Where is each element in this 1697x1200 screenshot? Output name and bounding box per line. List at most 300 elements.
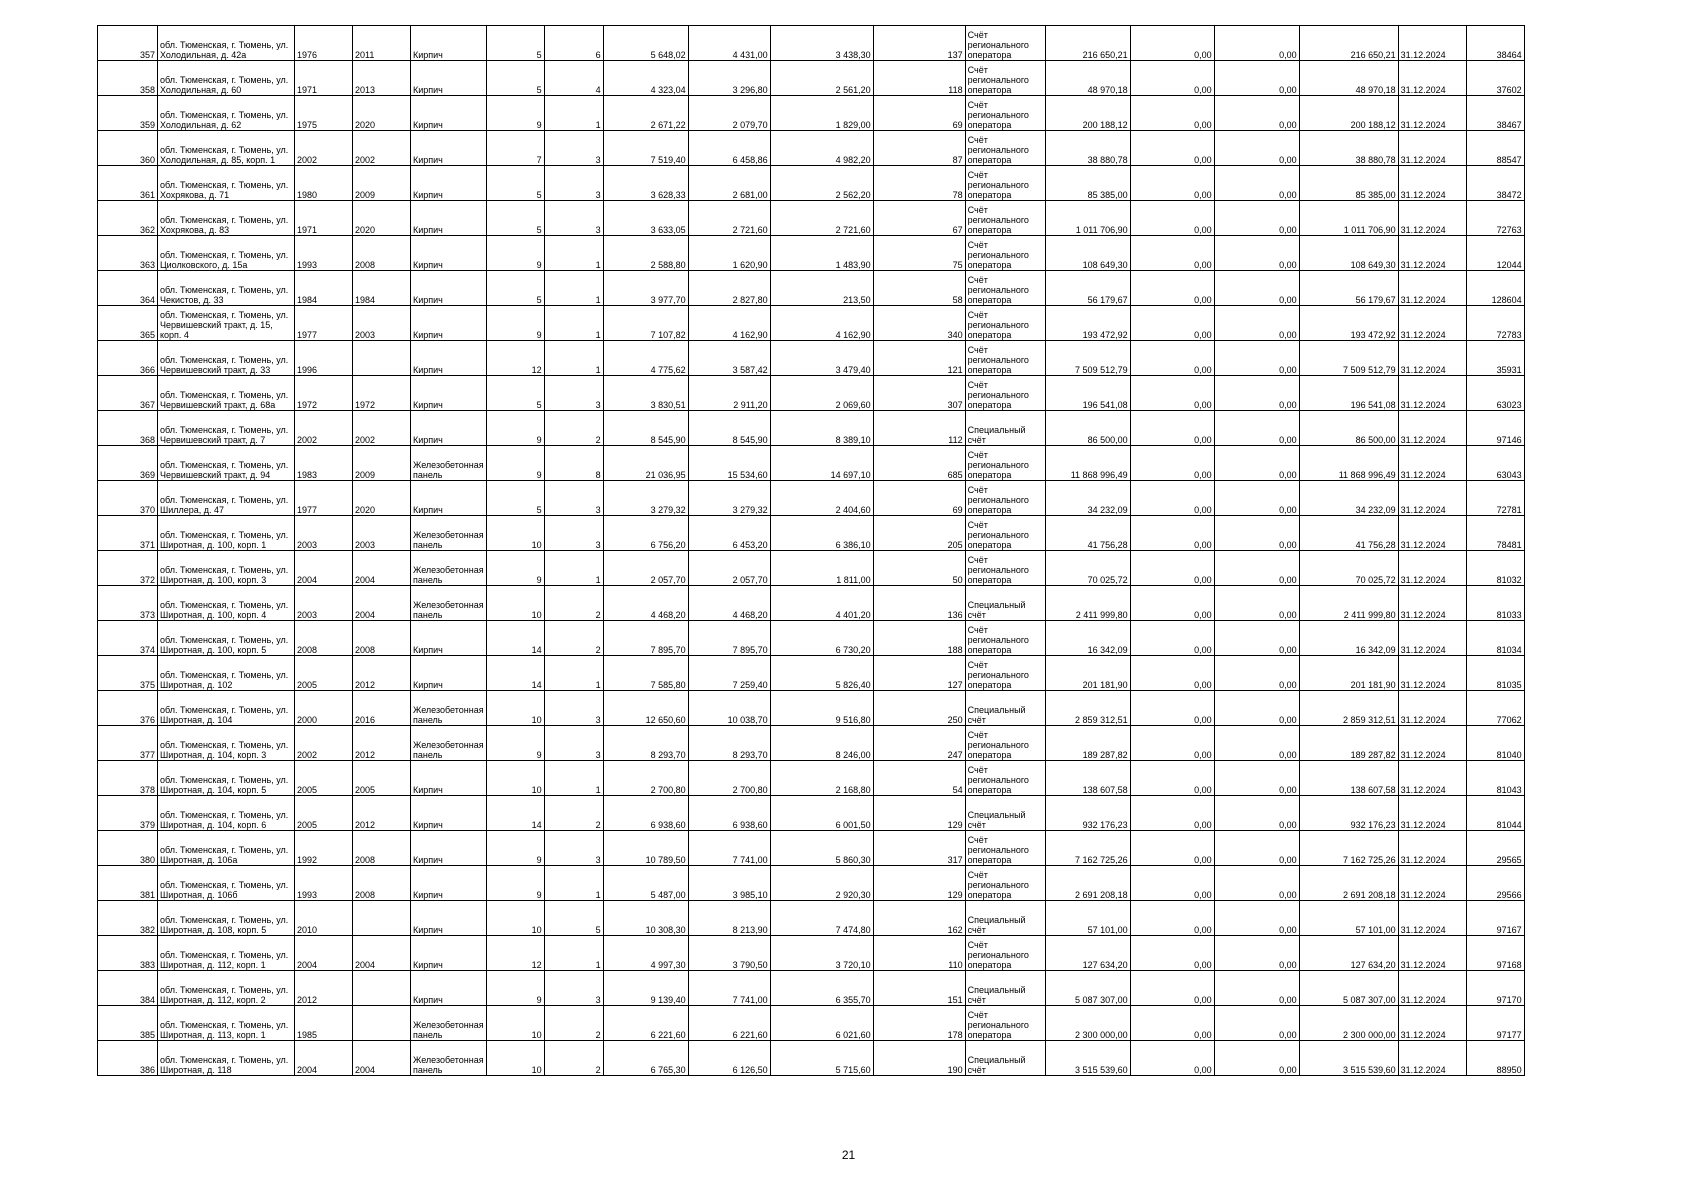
fund-account-cell: Счёт регионального оператора — [965, 621, 1045, 656]
residents-cell: 127 — [873, 656, 965, 691]
table-row — [98, 96, 1525, 131]
spent-cell: 0,00 — [1214, 446, 1299, 481]
table-row — [98, 131, 1525, 166]
balance-cell: 193 472,92 — [1045, 306, 1130, 341]
floors-cell: 9 — [486, 831, 544, 866]
report-date-cell: 31.12.2024 — [1398, 446, 1466, 481]
entrances-cell: 2 — [544, 411, 603, 446]
report-date-cell: 31.12.2024 — [1398, 271, 1466, 306]
total-area-cell: 3 830,51 — [603, 376, 688, 411]
remainder-cell: 200 188,12 — [1299, 96, 1398, 131]
year-built-cell: 1985 — [295, 1006, 353, 1041]
wall-material-cell: Кирпич — [411, 901, 487, 936]
residents-cell: 317 — [873, 831, 965, 866]
entrances-cell: 1 — [544, 341, 603, 376]
house-code-cell: 81032 — [1466, 551, 1524, 586]
wall-material-cell: Железобетонная панель — [411, 586, 487, 621]
residents-cell: 247 — [873, 726, 965, 761]
balance-cell: 57 101,00 — [1045, 901, 1130, 936]
debt-cell: 0,00 — [1130, 831, 1214, 866]
fund-account-cell: Специальный счёт — [965, 971, 1045, 1006]
debt-cell: 0,00 — [1130, 866, 1214, 901]
row-number-cell: 376 — [98, 691, 158, 726]
year-built-cell: 1975 — [295, 96, 353, 131]
residents-cell: 685 — [873, 446, 965, 481]
entrances-cell: 3 — [544, 166, 603, 201]
address-cell: обл. Тюменская, г. Тюмень, ул. Холодильная, д. 42а — [158, 26, 295, 61]
year-built-cell: 2012 — [295, 971, 353, 1006]
balance-cell: 56 179,67 — [1045, 271, 1130, 306]
spent-cell: 0,00 — [1214, 481, 1299, 516]
residents-cell: 75 — [873, 236, 965, 271]
residents-cell: 190 — [873, 1041, 965, 1076]
remainder-cell: 189 287,82 — [1299, 726, 1398, 761]
report-date-cell: 31.12.2024 — [1398, 481, 1466, 516]
table-row — [98, 306, 1525, 341]
total-area-cell: 7 107,82 — [603, 306, 688, 341]
debt-cell: 0,00 — [1130, 96, 1214, 131]
house-code-cell: 72783 — [1466, 306, 1524, 341]
row-number-cell: 374 — [98, 621, 158, 656]
floors-cell: 9 — [486, 866, 544, 901]
floors-cell: 12 — [486, 341, 544, 376]
report-date-cell: 31.12.2024 — [1398, 341, 1466, 376]
fund-account-cell: Счёт регионального оператора — [965, 236, 1045, 271]
table-row — [98, 61, 1525, 96]
fund-account-cell: Счёт регионального оператора — [965, 61, 1045, 96]
total-area-cell: 12 650,60 — [603, 691, 688, 726]
floors-cell: 10 — [486, 901, 544, 936]
private-area-cell: 5 826,40 — [770, 656, 873, 691]
living-area-cell: 2 721,60 — [688, 201, 770, 236]
row-number-cell: 386 — [98, 1041, 158, 1076]
total-area-cell: 6 756,20 — [603, 516, 688, 551]
total-area-cell: 4 775,62 — [603, 341, 688, 376]
report-date-cell: 31.12.2024 — [1398, 516, 1466, 551]
private-area-cell: 7 474,80 — [770, 901, 873, 936]
wall-material-cell: Кирпич — [411, 236, 487, 271]
private-area-cell: 1 829,00 — [770, 96, 873, 131]
year-built-cell: 2002 — [295, 726, 353, 761]
year-built-cell: 2005 — [295, 761, 353, 796]
entrances-cell: 3 — [544, 376, 603, 411]
year-renovated-cell: 2004 — [353, 1041, 411, 1076]
entrances-cell: 2 — [544, 1041, 603, 1076]
private-area-cell: 6 386,10 — [770, 516, 873, 551]
total-area-cell: 6 765,30 — [603, 1041, 688, 1076]
floors-cell: 10 — [486, 516, 544, 551]
living-area-cell: 6 458,86 — [688, 131, 770, 166]
year-built-cell: 1980 — [295, 166, 353, 201]
wall-material-cell: Кирпич — [411, 866, 487, 901]
spent-cell: 0,00 — [1214, 1006, 1299, 1041]
entrances-cell: 1 — [544, 306, 603, 341]
fund-account-cell: Счёт регионального оператора — [965, 656, 1045, 691]
row-number-cell: 369 — [98, 446, 158, 481]
fund-account-cell: Специальный счёт — [965, 796, 1045, 831]
private-area-cell: 2 721,60 — [770, 201, 873, 236]
year-built-cell: 1977 — [295, 306, 353, 341]
spent-cell: 0,00 — [1214, 551, 1299, 586]
total-area-cell: 3 977,70 — [603, 271, 688, 306]
row-number-cell: 372 — [98, 551, 158, 586]
spent-cell: 0,00 — [1214, 621, 1299, 656]
house-code-cell: 81040 — [1466, 726, 1524, 761]
debt-cell: 0,00 — [1130, 271, 1214, 306]
house-code-cell: 38464 — [1466, 26, 1524, 61]
debt-cell: 0,00 — [1130, 1041, 1214, 1076]
remainder-cell: 70 025,72 — [1299, 551, 1398, 586]
entrances-cell: 2 — [544, 621, 603, 656]
living-area-cell: 2 681,00 — [688, 166, 770, 201]
fund-account-cell: Счёт регионального оператора — [965, 96, 1045, 131]
spent-cell: 0,00 — [1214, 796, 1299, 831]
residents-cell: 69 — [873, 481, 965, 516]
report-date-cell: 31.12.2024 — [1398, 621, 1466, 656]
row-number-cell: 375 — [98, 656, 158, 691]
balance-cell: 200 188,12 — [1045, 96, 1130, 131]
year-built-cell: 1993 — [295, 866, 353, 901]
private-area-cell: 6 001,50 — [770, 796, 873, 831]
debt-cell: 0,00 — [1130, 376, 1214, 411]
address-cell: обл. Тюменская, г. Тюмень, ул. Червишевский тракт, д. 33 — [158, 341, 295, 376]
wall-material-cell: Кирпич — [411, 306, 487, 341]
year-renovated-cell: 2012 — [353, 796, 411, 831]
private-area-cell: 4 982,20 — [770, 131, 873, 166]
floors-cell: 9 — [486, 96, 544, 131]
floors-cell: 5 — [486, 376, 544, 411]
remainder-cell: 38 880,78 — [1299, 131, 1398, 166]
spent-cell: 0,00 — [1214, 96, 1299, 131]
report-date-cell: 31.12.2024 — [1398, 411, 1466, 446]
total-area-cell: 10 308,30 — [603, 901, 688, 936]
table-row — [98, 831, 1525, 866]
house-code-cell: 12044 — [1466, 236, 1524, 271]
debt-cell: 0,00 — [1130, 411, 1214, 446]
year-renovated-cell: 2020 — [353, 201, 411, 236]
total-area-cell: 2 700,80 — [603, 761, 688, 796]
total-area-cell: 9 139,40 — [603, 971, 688, 1006]
fund-account-cell: Счёт регионального оператора — [965, 166, 1045, 201]
house-code-cell: 38472 — [1466, 166, 1524, 201]
private-area-cell: 2 561,20 — [770, 61, 873, 96]
spent-cell: 0,00 — [1214, 831, 1299, 866]
year-renovated-cell: 1972 — [353, 376, 411, 411]
floors-cell: 14 — [486, 796, 544, 831]
fund-account-cell: Счёт регионального оператора — [965, 446, 1045, 481]
residents-cell: 110 — [873, 936, 965, 971]
housing-registry-table — [97, 25, 1525, 1076]
address-cell: обл. Тюменская, г. Тюмень, ул. Широтная, д. 104, корп. 6 — [158, 796, 295, 831]
floors-cell: 9 — [486, 726, 544, 761]
fund-account-cell: Счёт регионального оператора — [965, 376, 1045, 411]
year-renovated-cell: 2016 — [353, 691, 411, 726]
year-built-cell: 2002 — [295, 411, 353, 446]
debt-cell: 0,00 — [1130, 446, 1214, 481]
report-date-cell: 31.12.2024 — [1398, 551, 1466, 586]
year-renovated-cell: 2005 — [353, 761, 411, 796]
private-area-cell: 2 069,60 — [770, 376, 873, 411]
residents-cell: 205 — [873, 516, 965, 551]
year-renovated-cell: 2009 — [353, 446, 411, 481]
balance-cell: 41 756,28 — [1045, 516, 1130, 551]
private-area-cell: 3 720,10 — [770, 936, 873, 971]
spent-cell: 0,00 — [1214, 761, 1299, 796]
private-area-cell: 8 389,10 — [770, 411, 873, 446]
year-built-cell: 2010 — [295, 901, 353, 936]
private-area-cell: 2 404,60 — [770, 481, 873, 516]
debt-cell: 0,00 — [1130, 586, 1214, 621]
remainder-cell: 1 011 706,90 — [1299, 201, 1398, 236]
address-cell: обл. Тюменская, г. Тюмень, ул. Широтная, д. 106а — [158, 831, 295, 866]
year-renovated-cell: 2003 — [353, 516, 411, 551]
living-area-cell: 8 545,90 — [688, 411, 770, 446]
balance-cell: 201 181,90 — [1045, 656, 1130, 691]
year-renovated-cell: 2004 — [353, 936, 411, 971]
wall-material-cell: Железобетонная панель — [411, 1006, 487, 1041]
table-row — [98, 481, 1525, 516]
balance-cell: 189 287,82 — [1045, 726, 1130, 761]
house-code-cell: 88547 — [1466, 131, 1524, 166]
living-area-cell: 10 038,70 — [688, 691, 770, 726]
house-code-cell: 97168 — [1466, 936, 1524, 971]
row-number-cell: 361 — [98, 166, 158, 201]
private-area-cell: 4 162,90 — [770, 306, 873, 341]
living-area-cell: 2 827,80 — [688, 271, 770, 306]
entrances-cell: 3 — [544, 726, 603, 761]
fund-account-cell: Специальный счёт — [965, 1041, 1045, 1076]
total-area-cell: 21 036,95 — [603, 446, 688, 481]
floors-cell: 5 — [486, 201, 544, 236]
residents-cell: 54 — [873, 761, 965, 796]
total-area-cell: 5 487,00 — [603, 866, 688, 901]
balance-cell: 138 607,58 — [1045, 761, 1130, 796]
spent-cell: 0,00 — [1214, 516, 1299, 551]
year-renovated-cell: 1984 — [353, 271, 411, 306]
debt-cell: 0,00 — [1130, 166, 1214, 201]
year-renovated-cell — [353, 971, 411, 1006]
remainder-cell: 48 970,18 — [1299, 61, 1398, 96]
address-cell: обл. Тюменская, г. Тюмень, ул. Хохрякова, д. 83 — [158, 201, 295, 236]
wall-material-cell: Железобетонная панель — [411, 726, 487, 761]
remainder-cell: 56 179,67 — [1299, 271, 1398, 306]
entrances-cell: 1 — [544, 866, 603, 901]
living-area-cell: 4 468,20 — [688, 586, 770, 621]
residents-cell: 188 — [873, 621, 965, 656]
residents-cell: 69 — [873, 96, 965, 131]
year-built-cell: 2004 — [295, 1041, 353, 1076]
floors-cell: 5 — [486, 26, 544, 61]
living-area-cell: 7 741,00 — [688, 831, 770, 866]
remainder-cell: 85 385,00 — [1299, 166, 1398, 201]
balance-cell: 70 025,72 — [1045, 551, 1130, 586]
wall-material-cell: Кирпич — [411, 796, 487, 831]
entrances-cell: 5 — [544, 901, 603, 936]
total-area-cell: 2 588,80 — [603, 236, 688, 271]
address-cell: обл. Тюменская, г. Тюмень, ул. Широтная, д. 104, корп. 3 — [158, 726, 295, 761]
year-renovated-cell: 2002 — [353, 411, 411, 446]
balance-cell: 932 176,23 — [1045, 796, 1130, 831]
residents-cell: 151 — [873, 971, 965, 1006]
floors-cell: 7 — [486, 131, 544, 166]
table-row — [98, 796, 1525, 831]
residents-cell: 87 — [873, 131, 965, 166]
year-renovated-cell: 2004 — [353, 586, 411, 621]
total-area-cell: 7 519,40 — [603, 131, 688, 166]
residents-cell: 58 — [873, 271, 965, 306]
spent-cell: 0,00 — [1214, 901, 1299, 936]
report-date-cell: 31.12.2024 — [1398, 691, 1466, 726]
wall-material-cell: Кирпич — [411, 341, 487, 376]
private-area-cell: 14 697,10 — [770, 446, 873, 481]
house-code-cell: 97177 — [1466, 1006, 1524, 1041]
debt-cell: 0,00 — [1130, 691, 1214, 726]
table-row — [98, 586, 1525, 621]
living-area-cell: 8 213,90 — [688, 901, 770, 936]
fund-account-cell: Счёт регионального оператора — [965, 936, 1045, 971]
year-renovated-cell: 2008 — [353, 236, 411, 271]
remainder-cell: 3 515 539,60 — [1299, 1041, 1398, 1076]
spent-cell: 0,00 — [1214, 271, 1299, 306]
residents-cell: 121 — [873, 341, 965, 376]
total-area-cell: 3 633,05 — [603, 201, 688, 236]
spent-cell: 0,00 — [1214, 26, 1299, 61]
balance-cell: 48 970,18 — [1045, 61, 1130, 96]
year-built-cell: 1996 — [295, 341, 353, 376]
remainder-cell: 16 342,09 — [1299, 621, 1398, 656]
row-number-cell: 377 — [98, 726, 158, 761]
entrances-cell: 3 — [544, 516, 603, 551]
report-date-cell: 31.12.2024 — [1398, 61, 1466, 96]
spent-cell: 0,00 — [1214, 936, 1299, 971]
wall-material-cell: Кирпич — [411, 61, 487, 96]
entrances-cell: 1 — [544, 551, 603, 586]
debt-cell: 0,00 — [1130, 936, 1214, 971]
year-renovated-cell: 2020 — [353, 481, 411, 516]
year-renovated-cell: 2011 — [353, 26, 411, 61]
year-built-cell: 1976 — [295, 26, 353, 61]
year-renovated-cell: 2002 — [353, 131, 411, 166]
living-area-cell: 6 453,20 — [688, 516, 770, 551]
entrances-cell: 3 — [544, 201, 603, 236]
debt-cell: 0,00 — [1130, 1006, 1214, 1041]
year-renovated-cell: 2012 — [353, 726, 411, 761]
residents-cell: 67 — [873, 201, 965, 236]
year-built-cell: 2004 — [295, 936, 353, 971]
house-code-cell: 37602 — [1466, 61, 1524, 96]
table-row — [98, 901, 1525, 936]
fund-account-cell: Счёт регионального оператора — [965, 481, 1045, 516]
remainder-cell: 41 756,28 — [1299, 516, 1398, 551]
year-renovated-cell: 2008 — [353, 866, 411, 901]
remainder-cell: 2 300 000,00 — [1299, 1006, 1398, 1041]
total-area-cell: 7 895,70 — [603, 621, 688, 656]
remainder-cell: 127 634,20 — [1299, 936, 1398, 971]
fund-account-cell: Счёт регионального оператора — [965, 551, 1045, 586]
spent-cell: 0,00 — [1214, 691, 1299, 726]
balance-cell: 34 232,09 — [1045, 481, 1130, 516]
table-row — [98, 1006, 1525, 1041]
floors-cell: 14 — [486, 656, 544, 691]
floors-cell: 5 — [486, 271, 544, 306]
house-code-cell: 88950 — [1466, 1041, 1524, 1076]
spent-cell: 0,00 — [1214, 656, 1299, 691]
floors-cell: 9 — [486, 236, 544, 271]
spent-cell: 0,00 — [1214, 726, 1299, 761]
entrances-cell: 3 — [544, 481, 603, 516]
living-area-cell: 3 790,50 — [688, 936, 770, 971]
residents-cell: 307 — [873, 376, 965, 411]
entrances-cell: 3 — [544, 831, 603, 866]
balance-cell: 2 859 312,51 — [1045, 691, 1130, 726]
fund-account-cell: Специальный счёт — [965, 586, 1045, 621]
residents-cell: 112 — [873, 411, 965, 446]
debt-cell: 0,00 — [1130, 796, 1214, 831]
address-cell: обл. Тюменская, г. Тюмень, ул. Широтная, д. 112, корп. 1 — [158, 936, 295, 971]
balance-cell: 108 649,30 — [1045, 236, 1130, 271]
floors-cell: 9 — [486, 446, 544, 481]
fund-account-cell: Счёт регионального оператора — [965, 201, 1045, 236]
debt-cell: 0,00 — [1130, 726, 1214, 761]
debt-cell: 0,00 — [1130, 761, 1214, 796]
living-area-cell: 3 985,10 — [688, 866, 770, 901]
floors-cell: 10 — [486, 586, 544, 621]
debt-cell: 0,00 — [1130, 26, 1214, 61]
spent-cell: 0,00 — [1214, 236, 1299, 271]
wall-material-cell: Кирпич — [411, 131, 487, 166]
row-number-cell: 363 — [98, 236, 158, 271]
fund-account-cell: Счёт регионального оператора — [965, 726, 1045, 761]
wall-material-cell: Кирпич — [411, 481, 487, 516]
fund-account-cell: Счёт регионального оператора — [965, 341, 1045, 376]
debt-cell: 0,00 — [1130, 341, 1214, 376]
table-row — [98, 26, 1525, 61]
balance-cell: 38 880,78 — [1045, 131, 1130, 166]
private-area-cell: 4 401,20 — [770, 586, 873, 621]
private-area-cell: 5 860,30 — [770, 831, 873, 866]
balance-cell: 2 691 208,18 — [1045, 866, 1130, 901]
year-renovated-cell: 2009 — [353, 166, 411, 201]
year-renovated-cell — [353, 341, 411, 376]
entrances-cell: 4 — [544, 61, 603, 96]
spent-cell: 0,00 — [1214, 1041, 1299, 1076]
private-area-cell: 9 516,80 — [770, 691, 873, 726]
fund-account-cell: Счёт регионального оператора — [965, 26, 1045, 61]
fund-account-cell: Счёт регионального оператора — [965, 1006, 1045, 1041]
year-renovated-cell — [353, 901, 411, 936]
spent-cell: 0,00 — [1214, 586, 1299, 621]
debt-cell: 0,00 — [1130, 901, 1214, 936]
wall-material-cell: Кирпич — [411, 96, 487, 131]
total-area-cell: 2 671,22 — [603, 96, 688, 131]
private-area-cell: 2 562,20 — [770, 166, 873, 201]
spent-cell: 0,00 — [1214, 376, 1299, 411]
row-number-cell: 381 — [98, 866, 158, 901]
living-area-cell: 2 911,20 — [688, 376, 770, 411]
living-area-cell: 7 895,70 — [688, 621, 770, 656]
floors-cell: 5 — [486, 481, 544, 516]
row-number-cell: 357 — [98, 26, 158, 61]
floors-cell: 10 — [486, 1006, 544, 1041]
total-area-cell: 10 789,50 — [603, 831, 688, 866]
living-area-cell: 4 162,90 — [688, 306, 770, 341]
house-code-cell: 63043 — [1466, 446, 1524, 481]
house-code-cell: 128604 — [1466, 271, 1524, 306]
balance-cell: 127 634,20 — [1045, 936, 1130, 971]
address-cell: обл. Тюменская, г. Тюмень, ул. Широтная, д. 112, корп. 2 — [158, 971, 295, 1006]
row-number-cell: 385 — [98, 1006, 158, 1041]
house-code-cell: 81035 — [1466, 656, 1524, 691]
